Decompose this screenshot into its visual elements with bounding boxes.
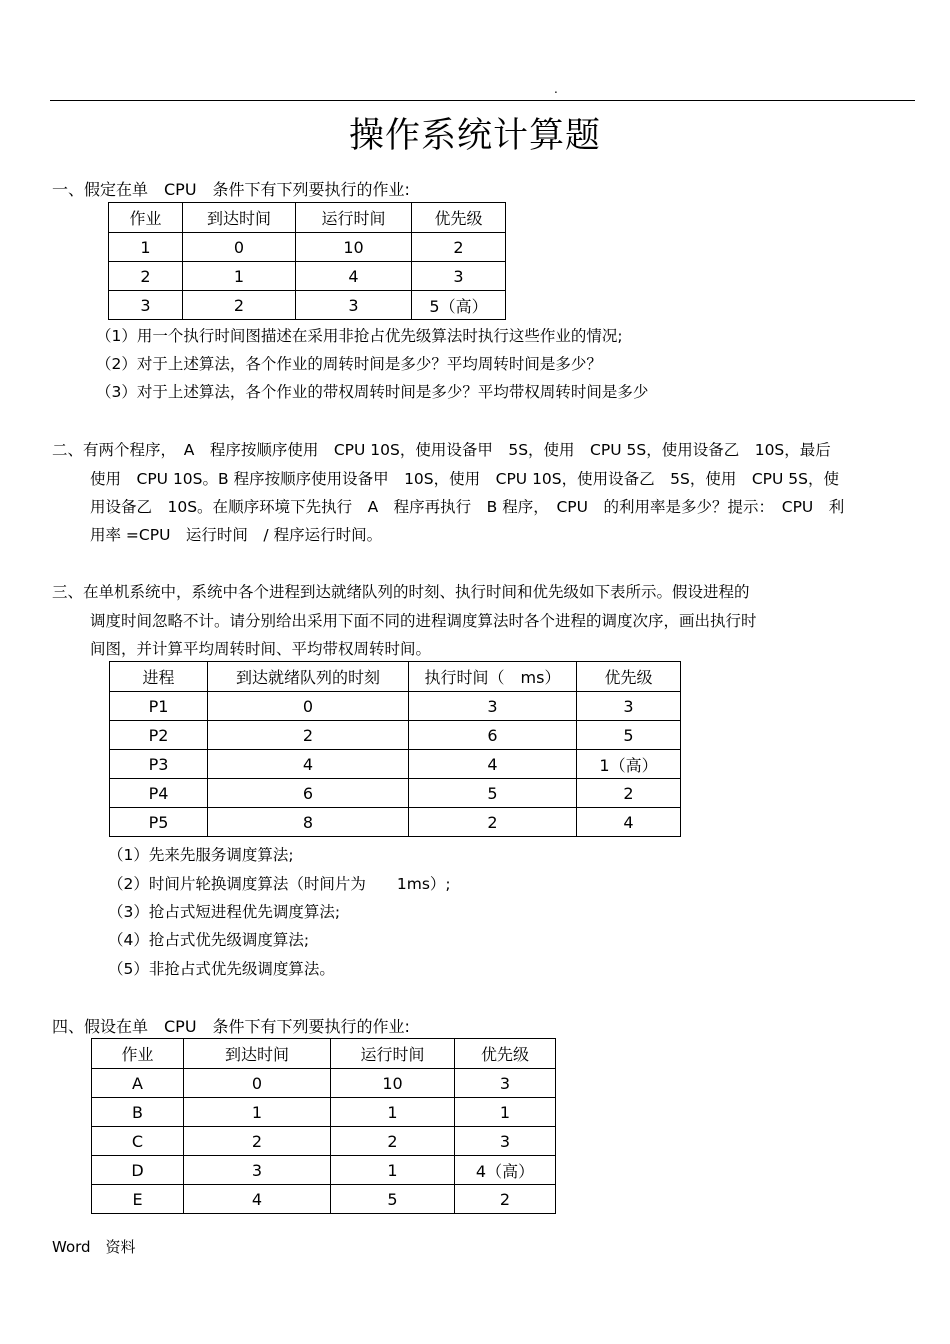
table-cell: 3: [409, 692, 577, 721]
q3-line: 间图，并计算平均周转时间、平均带权周转时间。: [90, 640, 432, 658]
table-cell: A: [92, 1069, 184, 1098]
q1-item: （3）对于上述算法，各个作业的带权周转时间是多少？平均带权周转时间是多少: [96, 383, 649, 401]
table-row: [110, 692, 681, 721]
table-cell: 2: [109, 262, 183, 291]
table-cell: 1（高）: [577, 750, 681, 779]
table-row: [110, 750, 681, 779]
table-cell: 2: [412, 233, 506, 262]
table-cell: 6: [409, 721, 577, 750]
q1-item: （2）对于上述算法，各个作业的周转时间是多少？平均周转时间是多少？: [96, 355, 602, 373]
q4-intro: 四、假设在单 CPU 条件下有下列要执行的作业:: [52, 1017, 410, 1036]
header-cell: 到达时间: [183, 203, 296, 233]
table-cell: P1: [110, 692, 208, 721]
table-cell: 2: [184, 1127, 331, 1156]
table-row: [92, 1069, 556, 1098]
q3-item: （1）先来先服务调度算法;: [108, 846, 294, 864]
q1-table: [108, 202, 506, 320]
table-cell: 3: [577, 692, 681, 721]
table-cell: P2: [110, 721, 208, 750]
table-cell: D: [92, 1156, 184, 1185]
table-row: [92, 1098, 556, 1127]
table-cell: 4: [409, 750, 577, 779]
table-cell: 4: [296, 262, 412, 291]
table-cell: 5（高）: [412, 291, 506, 320]
table-header-row: [110, 662, 681, 692]
q3-item: （5）非抢占式优先级调度算法。: [108, 960, 335, 978]
table-cell: 1: [183, 262, 296, 291]
q4-table: [91, 1038, 556, 1214]
q2-line: 二、有两个程序， A 程序按顺序使用 CPU 10S，使用设备甲 5S，使用 CPU 5S，使用设备乙 10S，最后: [52, 441, 831, 459]
header-mark: .: [554, 82, 558, 96]
table-cell: 2: [208, 721, 409, 750]
table-header-row: [92, 1039, 556, 1069]
q3-item: （4）抢占式优先级调度算法;: [108, 931, 310, 949]
header-cell: 优先级: [455, 1039, 556, 1069]
header-cell: 作业: [109, 203, 183, 233]
table-cell: 0: [184, 1069, 331, 1098]
table-row: [109, 262, 506, 291]
table-cell: 5: [331, 1185, 455, 1214]
header-rule: [50, 100, 915, 101]
table-cell: 3: [184, 1156, 331, 1185]
table-cell: 1: [455, 1098, 556, 1127]
table-row: [92, 1127, 556, 1156]
table-cell: 1: [331, 1098, 455, 1127]
header-cell: 运行时间: [296, 203, 412, 233]
table-row: [110, 721, 681, 750]
table-cell: 5: [409, 779, 577, 808]
table-cell: 8: [208, 808, 409, 837]
table-cell: 0: [208, 692, 409, 721]
table-cell: P4: [110, 779, 208, 808]
table-cell: 1: [331, 1156, 455, 1185]
table-cell: 2: [455, 1185, 556, 1214]
footer-label: Word 资料: [52, 1238, 136, 1256]
table-cell: 4: [208, 750, 409, 779]
table-header-row: [109, 203, 506, 233]
q3-line: 三、在单机系统中，系统中各个进程到达就绪队列的时刻、执行时间和优先级如下表所示。假设进程的: [52, 583, 750, 601]
table-cell: 5: [577, 721, 681, 750]
table-cell: E: [92, 1185, 184, 1214]
table-row: [92, 1156, 556, 1185]
table-cell: 3: [296, 291, 412, 320]
table-cell: 3: [455, 1127, 556, 1156]
table-cell: 1: [184, 1098, 331, 1127]
table-row: [109, 233, 506, 262]
header-cell: 执行时间（ ms）: [409, 662, 577, 692]
table-cell: 2: [409, 808, 577, 837]
table-cell: C: [92, 1127, 184, 1156]
table-cell: 10: [331, 1069, 455, 1098]
table-cell: 4: [577, 808, 681, 837]
table-cell: 3: [455, 1069, 556, 1098]
table-cell: 3: [109, 291, 183, 320]
table-cell: P5: [110, 808, 208, 837]
table-cell: 4: [184, 1185, 331, 1214]
table-row: [110, 779, 681, 808]
header-cell: 优先级: [412, 203, 506, 233]
header-cell: 进程: [110, 662, 208, 692]
table-cell: 1: [109, 233, 183, 262]
table-cell: 3: [412, 262, 506, 291]
table-cell: 10: [296, 233, 412, 262]
table-cell: 0: [183, 233, 296, 262]
q3-item: （2）时间片轮换调度算法（时间片为 1ms）;: [108, 875, 451, 893]
table-row: [110, 808, 681, 837]
table-row: [92, 1185, 556, 1214]
q2-line: 用设备乙 10S。在顺序环境下先执行 A 程序再执行 B 程序， CPU 的利用率是多少？提示： CPU 利: [90, 498, 845, 516]
table-cell: 6: [208, 779, 409, 808]
table-cell: 2: [577, 779, 681, 808]
q3-item: （3）抢占式短进程优先调度算法;: [108, 903, 341, 921]
q2-line: 使用 CPU 10S。B 程序按顺序使用设备甲 10S，使用 CPU 10S，使用设备乙 5S，使用 CPU 5S，使: [90, 470, 839, 488]
header-cell: 运行时间: [331, 1039, 455, 1069]
page-title: 操作系统计算题: [348, 116, 601, 156]
q2-line: 用率 =CPU 运行时间 / 程序运行时间。: [90, 526, 383, 544]
q3-table: [109, 661, 681, 837]
table-cell: 2: [331, 1127, 455, 1156]
header-cell: 优先级: [577, 662, 681, 692]
table-row: [109, 291, 506, 320]
q1-intro: 一、假定在单 CPU 条件下有下列要执行的作业:: [52, 180, 410, 199]
header-cell: 到达就绪队列的时刻: [208, 662, 409, 692]
header-cell: 作业: [92, 1039, 184, 1069]
table-cell: P3: [110, 750, 208, 779]
header-cell: 到达时间: [184, 1039, 331, 1069]
q3-line: 调度时间忽略不计。请分别给出采用下面不同的进程调度算法时各个进程的调度次序，画出执行时: [90, 612, 757, 630]
table-cell: 4（高）: [455, 1156, 556, 1185]
q1-item: （1）用一个执行时间图描述在采用非抢占优先级算法时执行这些作业的情况;: [96, 327, 623, 345]
table-cell: 2: [183, 291, 296, 320]
table-cell: B: [92, 1098, 184, 1127]
